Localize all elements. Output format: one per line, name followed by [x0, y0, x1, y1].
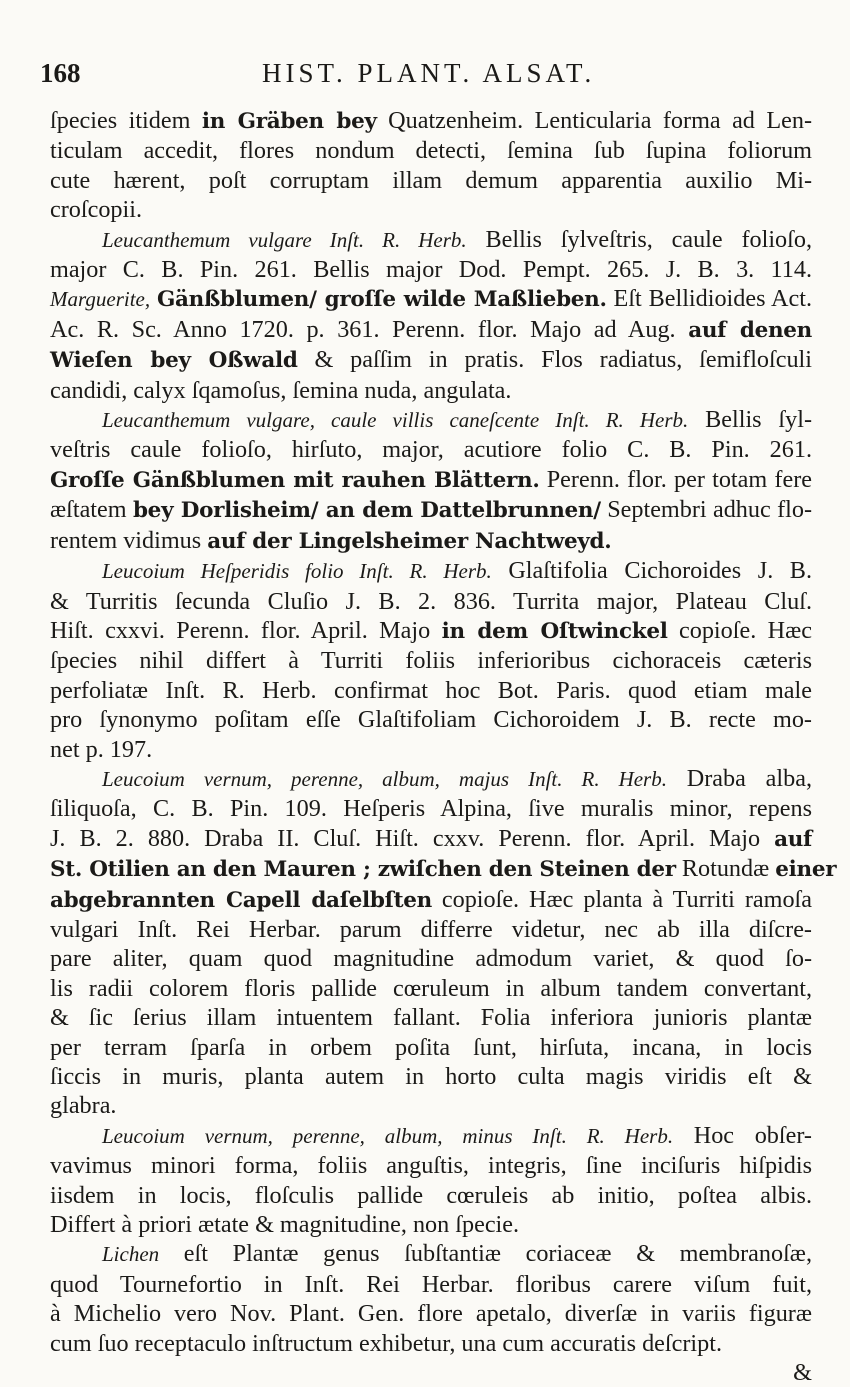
latin-text: Perenn. flor. per totam fere: [539, 465, 812, 493]
german-fraktur-text: auf: [774, 826, 812, 852]
text-line: [50, 255, 812, 284]
latin-text: J. B. 2. 880. Draba II. Cluſ. Hiſt. cxxv. Perenn. flor. April. Majo: [50, 824, 775, 852]
text-line: [50, 195, 812, 224]
text-line: [50, 854, 837, 884]
latin-text: ſpecies nihil differt à Turriti foliis inferioribus cichoraceis cæteris: [50, 647, 812, 675]
text-line: [50, 764, 812, 794]
latin-text: ſpecies itidem: [50, 107, 202, 134]
text-line: [50, 735, 812, 764]
german-fraktur-text: auf der Lingelsheimer Nachtweyd.: [207, 528, 612, 554]
latin-text: ticulam accedit, flores nondum detecti, ſemina ſub ſupina foliorum: [50, 137, 812, 165]
text-line: [50, 1062, 812, 1091]
latin-text: Glaſtifolia Cichoroides J. B.: [491, 557, 812, 585]
text-line: [50, 345, 812, 375]
species-reference: Leucanthemum vulgare Inſt. R. Herb.: [102, 227, 467, 252]
text-line: [50, 1003, 812, 1032]
page-header: [40, 58, 810, 90]
text-line: [50, 106, 812, 136]
latin-text: Bellis ſyl-: [688, 406, 813, 434]
german-fraktur-text: Gänßblumen/ groſſe wilde Maßlieben.: [156, 287, 607, 313]
latin-text: Ac. R. Sc. Anno 1720. p. 361. Perenn. flor. Majo ad Aug.: [50, 315, 689, 343]
latin-text: Eſt Bellidioides Act.: [606, 285, 813, 313]
species-reference: Marguerite,: [50, 287, 151, 312]
text-line: [50, 376, 812, 405]
catchword: &: [793, 1359, 812, 1387]
latin-text: Quatzenheim. Lenticularia forma ad Len-: [376, 107, 812, 134]
paragraph-p7: [50, 1239, 812, 1358]
german-fraktur-text: bey Dorlisheim/ an dem Dattelbrunnen/: [132, 498, 601, 524]
latin-text: Hiſt. cxxvi. Perenn. flor. April. Majo: [50, 616, 442, 644]
text-line: [50, 1210, 812, 1239]
latin-text: copioſe. Hæc: [667, 616, 813, 644]
paragraph-p1: [50, 106, 812, 225]
latin-text: ſiliquoſa, C. B. Pin. 109. Heſperis Alpina, ſive muralis minor, repens: [50, 795, 812, 823]
german-fraktur-text: in dem Oſtwinckel: [441, 618, 668, 644]
text-line: [50, 705, 812, 734]
page-number: 168: [40, 58, 81, 88]
latin-text: æſtatem: [50, 496, 133, 524]
latin-text: Hoc obſer-: [673, 1121, 812, 1149]
german-fraktur-text: Groſſe Gänßblumen mit rauhen Blättern.: [50, 467, 540, 493]
text-line: [50, 315, 812, 345]
latin-text: Draba alba,: [666, 764, 812, 792]
latin-text: pro ſynonymo poſitam eſſe Glaſtifoliam Cichoroidem J. B. recte mo-: [50, 706, 812, 734]
latin-text: pare aliter, quam quod magnitudine admodum variet, & quod ſo-: [50, 945, 812, 973]
text-line: [50, 1299, 812, 1328]
latin-text: Septembri adhuc flo-: [600, 496, 813, 524]
text-line: [50, 676, 812, 705]
paragraph-p4: [50, 556, 812, 764]
latin-text: copioſe. Hæc planta à Turriti ramoſa: [431, 885, 812, 913]
latin-text: rentem vidimus: [50, 526, 208, 554]
latin-text: & ſic ſerius illam intuentem fallant. Folia inferiora junioris plantæ: [50, 1004, 812, 1032]
german-fraktur-text: auf denen: [688, 317, 812, 343]
text-line: [50, 1239, 812, 1269]
latin-text: major C. B. Pin. 261. Bellis major Dod. Pempt. 265. J. B. 3. 114.: [50, 256, 812, 284]
species-reference: Leucoium vernum, perenne, album, majus Inſt. R. Herb.: [102, 766, 667, 791]
latin-text: iisdem in locis, floſculis pallide cœruleis ab initio, poſtea albis.: [50, 1181, 812, 1209]
paragraph-p6: [50, 1121, 812, 1240]
paragraph-p3: [50, 405, 812, 556]
text-line: [50, 885, 812, 915]
text-line: [50, 166, 812, 195]
text-line: [50, 824, 812, 854]
latin-text: vulgari Inſt. Rei Herbar. parum differre videtur, nec ab illa diſcre-: [50, 915, 812, 943]
latin-text: cum ſuo receptaculo inſtructum exhibetur, una cum accuratis deſcript.: [50, 1329, 722, 1357]
text-line: [50, 435, 812, 464]
latin-text: eſt Plantæ genus ſubſtantiæ coriaceæ & membranoſæ,: [159, 1240, 812, 1268]
latin-text: Rotundæ: [675, 855, 776, 883]
text-line: [50, 1329, 812, 1358]
text-line: [50, 1121, 812, 1151]
latin-text: candidi, calyx ſqamoſus, ſemina nuda, angulata.: [50, 376, 512, 404]
german-fraktur-text: St. Otilien an den Mauren ; zwiſchen den Steinen der: [50, 857, 676, 883]
paragraph-p5: [50, 764, 837, 1121]
text-line: [50, 136, 812, 165]
latin-text: & paſſim in pratis. Flos radiatus, ſemifloſculi: [297, 346, 812, 374]
latin-text: net p. 197.: [50, 735, 153, 763]
text-line: [50, 1151, 812, 1180]
text-line: [50, 794, 812, 823]
german-fraktur-text: abgebrannten Capell daſelbſten: [50, 887, 432, 913]
latin-text: lis radii colorem floris pallide cœruleum in album tandem convertant,: [50, 974, 812, 1002]
latin-text: [150, 285, 157, 312]
text-line: [50, 1270, 812, 1299]
text-line: [50, 526, 812, 556]
latin-text: Bellis ſylveſtris, caule folioſo,: [466, 225, 812, 253]
text-line: [50, 405, 812, 435]
latin-text: quod Tournefortio in Inſt. Rei Herbar. floribus carere viſum fuit,: [50, 1270, 812, 1298]
latin-text: veſtris caule folioſo, hirſuto, major, acutiore folio C. B. Pin. 261.: [50, 436, 812, 464]
latin-text: cute hærent, poſt corruptam illam demum apparentia auxilio Mi-: [50, 166, 812, 194]
latin-text: vavimus minori forma, foliis anguſtis, integris, ſine inciſuris hiſpidis: [50, 1152, 812, 1180]
latin-text: croſcopii.: [50, 196, 143, 224]
running-head: HIST. PLANT. ALSAT.: [262, 58, 596, 88]
text-line: [50, 225, 812, 255]
paragraph-p2: [50, 225, 812, 405]
text-line: [50, 616, 812, 646]
text-line: [50, 1091, 812, 1120]
species-reference: Lichen: [102, 1242, 160, 1267]
latin-text: ſiccis in muris, planta autem in horto culta magis viridis eſt &: [50, 1063, 812, 1090]
text-line: [50, 944, 812, 973]
latin-text: per terram ſparſa in orbem poſita ſunt, hirſuta, incana, in locis: [50, 1033, 812, 1061]
latin-text: perfoliatæ Inſt. R. Herb. confirmat hoc Bot. Paris. quod etiam male: [50, 676, 812, 704]
text-line: [50, 915, 812, 944]
species-reference: Leucoium vernum, perenne, album, minus Inſt. R. Herb.: [102, 1123, 674, 1148]
text-line: [50, 974, 812, 1003]
text-line: [50, 465, 812, 495]
text-line: [50, 646, 812, 675]
latin-text: & Turritis ſecunda Cluſio J. B. 2. 836. Turrita major, Plateau Cluſ.: [50, 587, 812, 615]
text-line: [50, 284, 812, 314]
latin-text: Differt à priori ætate & magnitudine, non ſpecie.: [50, 1211, 520, 1239]
german-fraktur-text: Wieſen bey Oßwald: [50, 348, 298, 374]
latin-text: à Michelio vero Nov. Plant. Gen. flore apetalo, diverſæ in variis figuræ: [50, 1300, 812, 1328]
text-line: [50, 495, 812, 525]
species-reference: Leucanthemum vulgare, caule villis caneſcente Inſt. R. Herb.: [102, 408, 689, 433]
latin-text: glabra.: [50, 1092, 117, 1120]
text-line: [50, 587, 812, 616]
text-line: [50, 1181, 812, 1210]
page-body: [50, 106, 837, 1387]
species-reference: Leucoium Heſperidis folio Inſt. R. Herb.: [102, 559, 492, 584]
german-fraktur-text: einer: [775, 857, 837, 883]
german-fraktur-text: in Gräben bey: [201, 109, 377, 134]
text-line: [50, 1033, 812, 1062]
text-line: [50, 556, 812, 586]
